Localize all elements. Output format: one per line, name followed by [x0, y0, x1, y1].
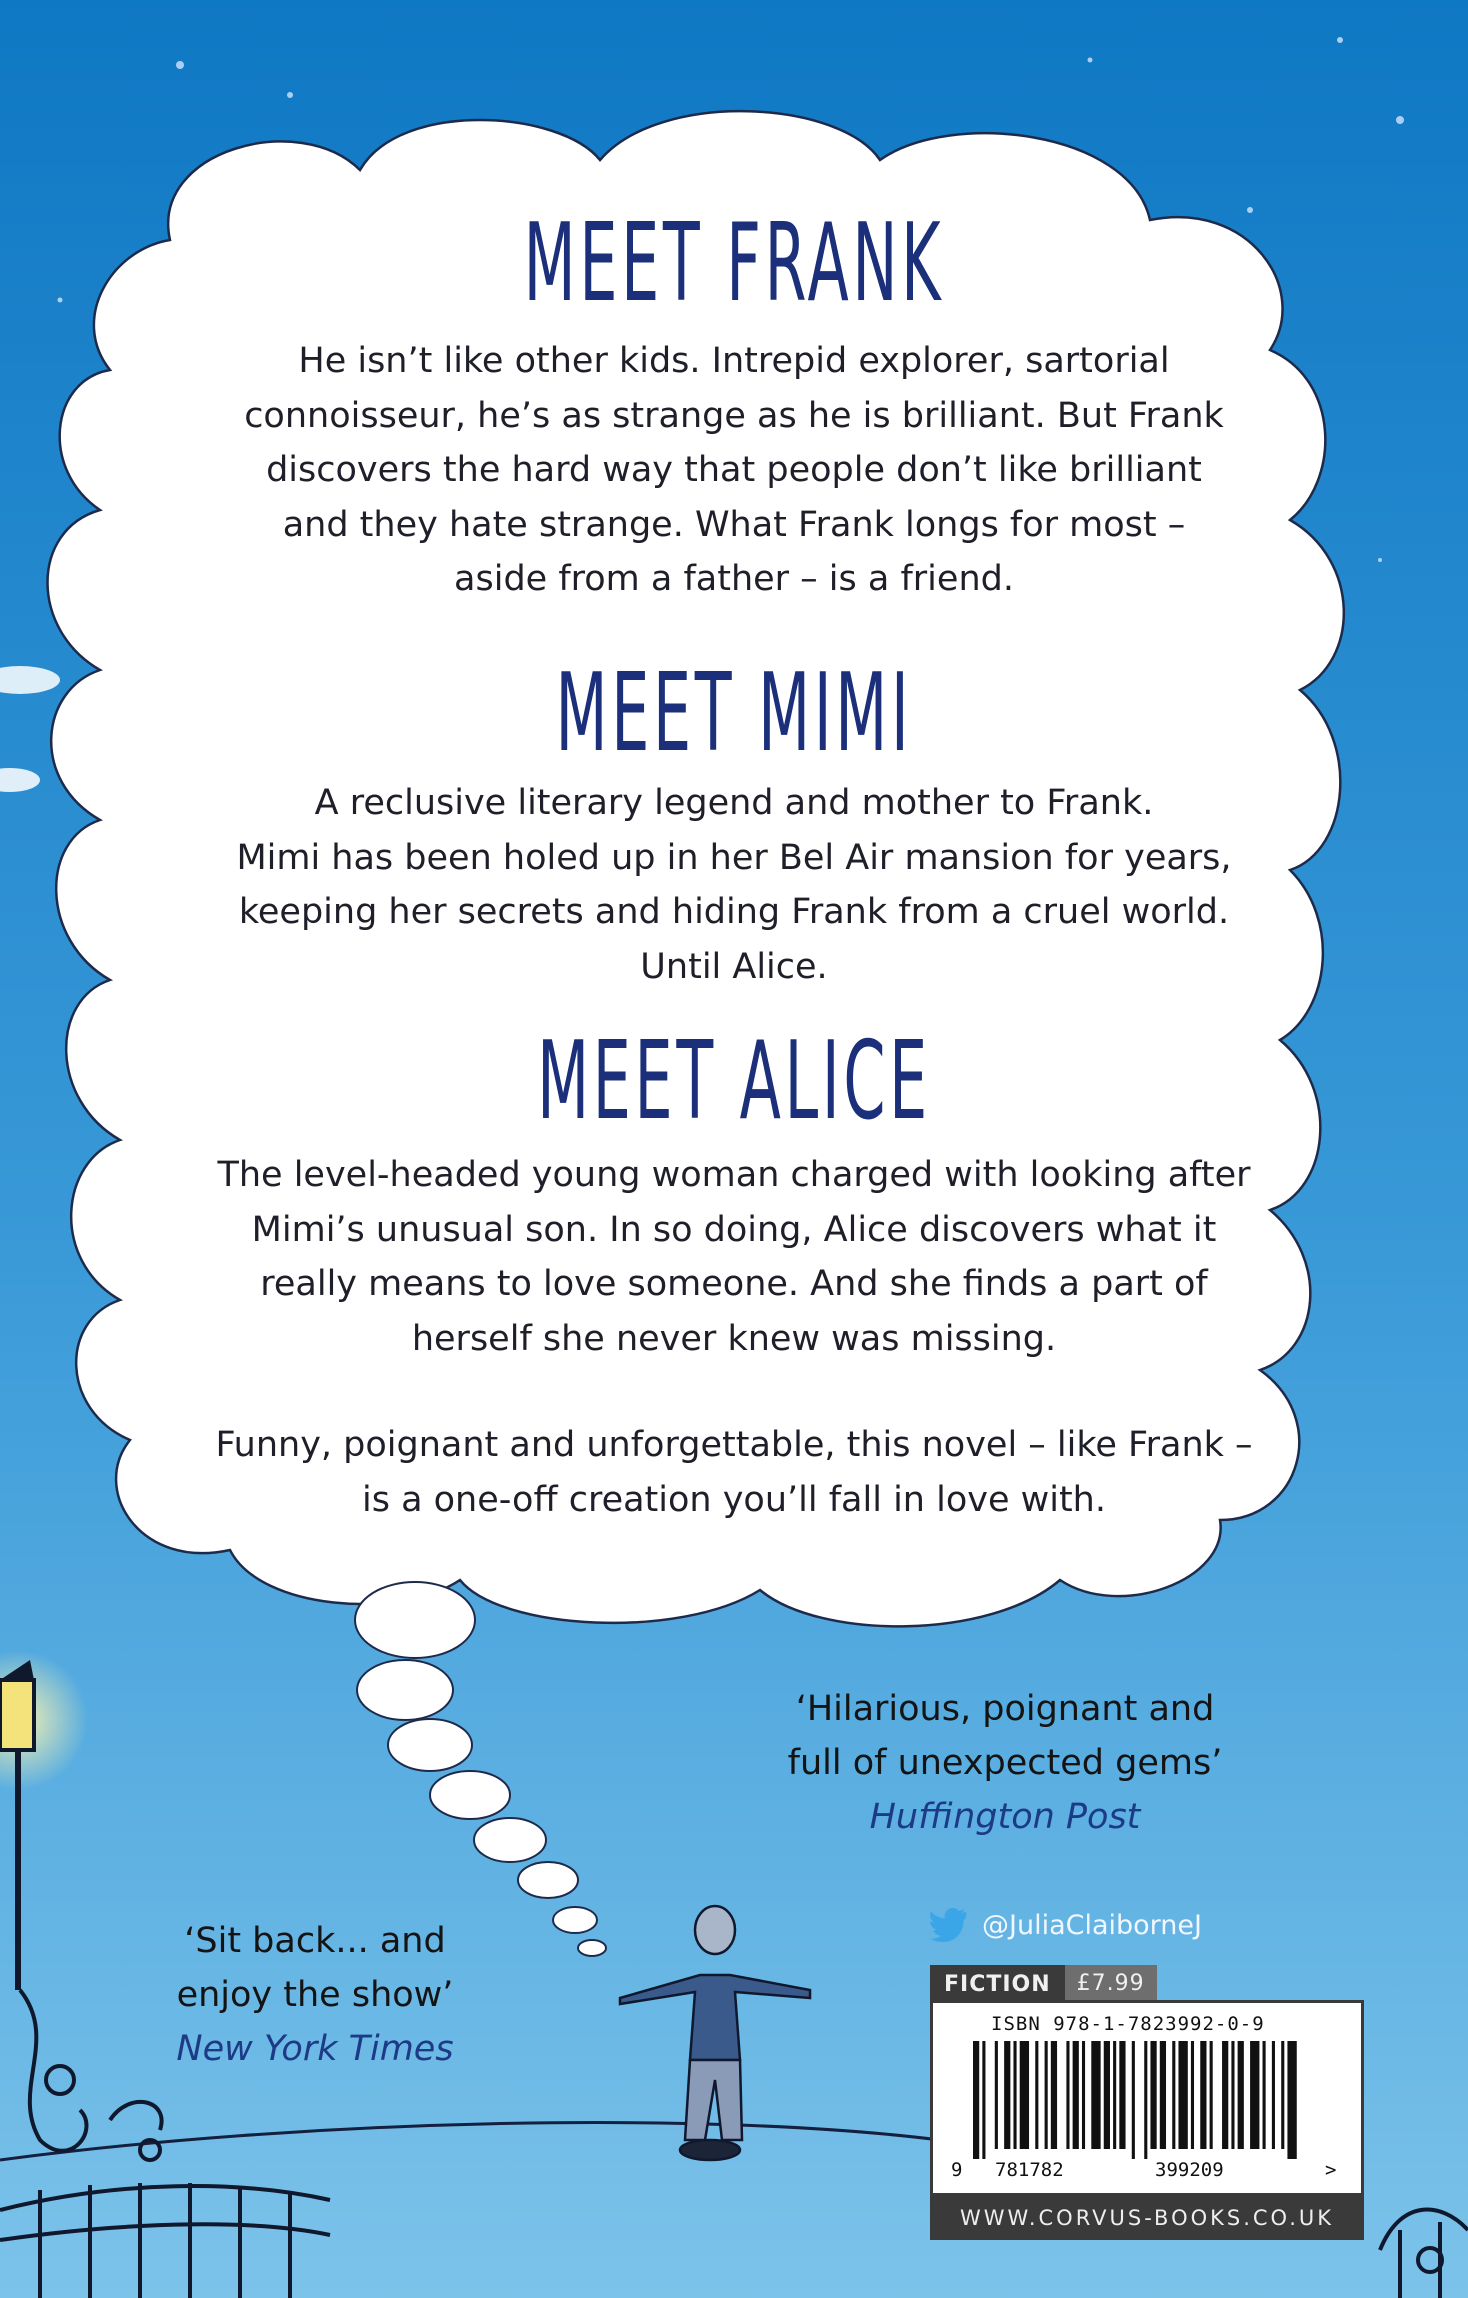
barcode-bar — [1104, 2041, 1110, 2149]
mimi-line: Mimi has been holed up in her Bel Air mansion for years, — [236, 837, 1232, 878]
heading-meet-alice: MEET ALICE — [537, 1019, 931, 1144]
barcode-bar — [1160, 2041, 1166, 2149]
quote-line: full of unexpected gems’ — [787, 1743, 1223, 1783]
isbn-number: ISBN 978-1-7823992-0-9 — [991, 2013, 1265, 2035]
alice-line: Mimi’s unusual son. In so doing, Alice discovers what it — [251, 1209, 1217, 1250]
genre-label: FICTION — [944, 1971, 1051, 1997]
barcode-bar — [1222, 2041, 1228, 2149]
barcode-bar — [1287, 2041, 1296, 2159]
quote-line: enjoy the show’ — [176, 1975, 454, 2015]
barcode-bar — [1191, 2041, 1194, 2149]
heading-meet-frank: MEET FRANK — [523, 201, 945, 326]
review-quote-nyt — [130, 1914, 500, 2076]
quote-line: ‘Sit back... and — [184, 1921, 446, 1961]
barcode-first-digit: 9 — [951, 2159, 963, 2181]
barcode-bar — [1091, 2041, 1100, 2149]
closing-blurb — [120, 1418, 1348, 1527]
price-label: £7.99 — [1065, 1965, 1157, 2003]
frank-description — [120, 334, 1348, 607]
genre-price-tag — [930, 1965, 1157, 2003]
barcode-bar — [1020, 2041, 1029, 2149]
barcode-bar — [1073, 2041, 1079, 2149]
barcode-bar — [1066, 2041, 1069, 2149]
barcode-bar — [1263, 2041, 1266, 2149]
mimi-line: A reclusive literary legend and mother to Frank. — [314, 783, 1154, 823]
twitter-handle-text: @JuliaClaiborneJ — [982, 1909, 1202, 1941]
mimi-line: Until Alice. — [640, 946, 828, 987]
barcode-bar — [1045, 2041, 1048, 2149]
barcode-bar — [1200, 2041, 1206, 2149]
twitter-handle[interactable] — [930, 1900, 1202, 1950]
barcode-bar — [1113, 2041, 1116, 2149]
quote-line: ‘Hilarious, poignant and — [795, 1689, 1215, 1729]
barcode-addon-mark: > — [1325, 2159, 1337, 2181]
alice-line: really means to love someone. And she finds a part of — [260, 1264, 1208, 1304]
barcode-bar — [1119, 2041, 1125, 2149]
barcode-bar — [1013, 2041, 1016, 2149]
heading-meet-mimi: MEET MIMI — [555, 651, 913, 776]
alice-description — [120, 1148, 1348, 1366]
frank-line: He isn’t like other kids. Intrepid explorer, sartorial — [298, 341, 1170, 381]
frank-line: connoisseur, he’s as strange as he is brilliant. But Frank — [244, 395, 1224, 436]
barcode-bar — [1281, 2041, 1284, 2149]
quote-source: New York Times — [176, 2029, 454, 2069]
twitter-bird-icon — [930, 1908, 972, 1942]
barcode-left-group: 781782 — [995, 2159, 1064, 2181]
barcode-bar — [995, 2041, 998, 2149]
barcode-bar — [973, 2041, 979, 2159]
barcode-bar — [1250, 2041, 1259, 2149]
barcode-panel — [930, 2000, 1364, 2196]
barcode-bar — [1051, 2041, 1057, 2149]
barcode-bar — [1210, 2041, 1213, 2149]
publisher-website[interactable]: WWW.CORVUS-BOOKS.CO.UK — [930, 2196, 1364, 2240]
barcode-bar — [1238, 2041, 1244, 2149]
barcode-right-group: 399209 — [1155, 2159, 1224, 2181]
barcode-bar — [1082, 2041, 1085, 2149]
barcode-bar — [1144, 2041, 1147, 2159]
barcode-bar — [1231, 2041, 1234, 2149]
mimi-description — [120, 776, 1348, 994]
closing-line: is a one-off creation you’ll fall in love with. — [361, 1479, 1106, 1520]
alice-line: herself she never knew was missing. — [411, 1318, 1057, 1359]
closing-line: Funny, poignant and unforgettable, this novel – like Frank – — [215, 1425, 1253, 1465]
barcode-bar — [1178, 2041, 1187, 2149]
review-quote-huffington — [740, 1682, 1270, 1844]
barcode-bar — [1132, 2041, 1135, 2159]
quote-source: Huffington Post — [869, 1797, 1141, 1837]
barcode-icon — [973, 2041, 1303, 2159]
barcode-bar — [1272, 2041, 1275, 2149]
mimi-line: keeping her secrets and hiding Frank from a cruel world. — [238, 892, 1230, 932]
barcode-bar — [1150, 2041, 1156, 2149]
frank-line: and they hate strange. What Frank longs for most – — [282, 504, 1186, 545]
alice-line: The level-headed young woman charged with looking after — [217, 1155, 1251, 1195]
barcode-bar — [982, 2041, 985, 2159]
frank-line: discovers the hard way that people don’t like brilliant — [266, 450, 1202, 490]
barcode-bar — [1172, 2041, 1175, 2149]
frank-line: aside from a father – is a friend. — [454, 559, 1014, 599]
barcode-bar — [1035, 2041, 1038, 2149]
barcode-bar — [1004, 2041, 1010, 2149]
